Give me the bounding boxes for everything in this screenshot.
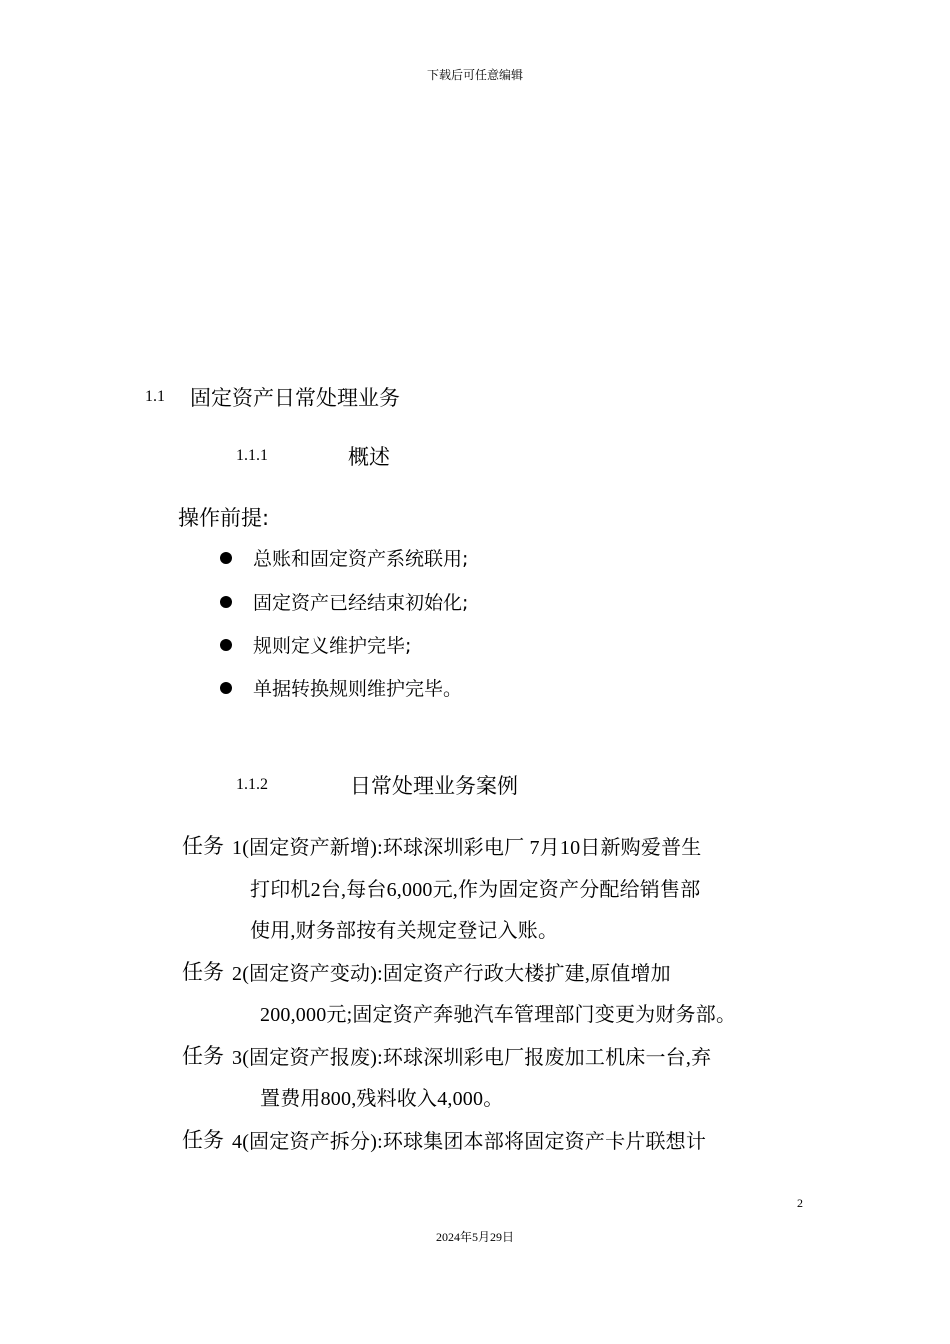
bullet-icon [220, 596, 232, 608]
footer-date: 2024年5月29日 [435, 1230, 514, 1244]
overview-title: 概述 [348, 445, 390, 469]
prerequisite-item: 固定资产已经结束初始化; [253, 592, 469, 614]
overview-number: 1.1.1 [236, 447, 268, 464]
task-text: 4(固定资产拆分):环球集团本部将固定资产卡片联想计 [232, 1131, 707, 1153]
task-label: 任务 [182, 1044, 224, 1068]
prerequisites-title: 操作前提: [178, 506, 270, 530]
task-label: 任务 [182, 960, 224, 984]
cases-number: 1.1.2 [236, 776, 268, 793]
prerequisite-item: 规则定义维护完毕; [253, 635, 412, 657]
prerequisite-item: 单据转换规则维护完毕。 [253, 678, 463, 700]
task-text: 3(固定资产报废):环球深圳彩电厂报废加工机床一台,弃 [232, 1047, 712, 1069]
task-text: 置费用800,残料收入4,000。 [260, 1088, 504, 1110]
task-text: 打印机2台,每台6,000元,作为固定资产分配给销售部 [250, 879, 701, 901]
task-text: 1(固定资产新增):环球深圳彩电厂 7月10日新购爱普生 [232, 837, 702, 859]
bullet-icon [220, 682, 232, 694]
task-label: 任务 [182, 834, 224, 858]
header-note: 下载后可任意编辑 [426, 68, 523, 82]
task-text: 使用,财务部按有关规定登记入账。 [250, 920, 559, 942]
bullet-icon [220, 639, 232, 651]
bullet-icon [220, 552, 232, 564]
page-number: 2 [797, 1196, 803, 1210]
cases-title: 日常处理业务案例 [350, 774, 518, 798]
task-label: 任务 [182, 1128, 224, 1152]
section-title: 固定资产日常处理业务 [190, 386, 400, 410]
task-text: 200,000元;固定资产奔驰汽车管理部门变更为财务部。 [260, 1004, 737, 1026]
prerequisite-item: 总账和固定资产系统联用; [253, 548, 469, 570]
task-text: 2(固定资产变动):固定资产行政大楼扩建,原值增加 [232, 963, 671, 985]
section-number: 1.1 [145, 388, 165, 405]
